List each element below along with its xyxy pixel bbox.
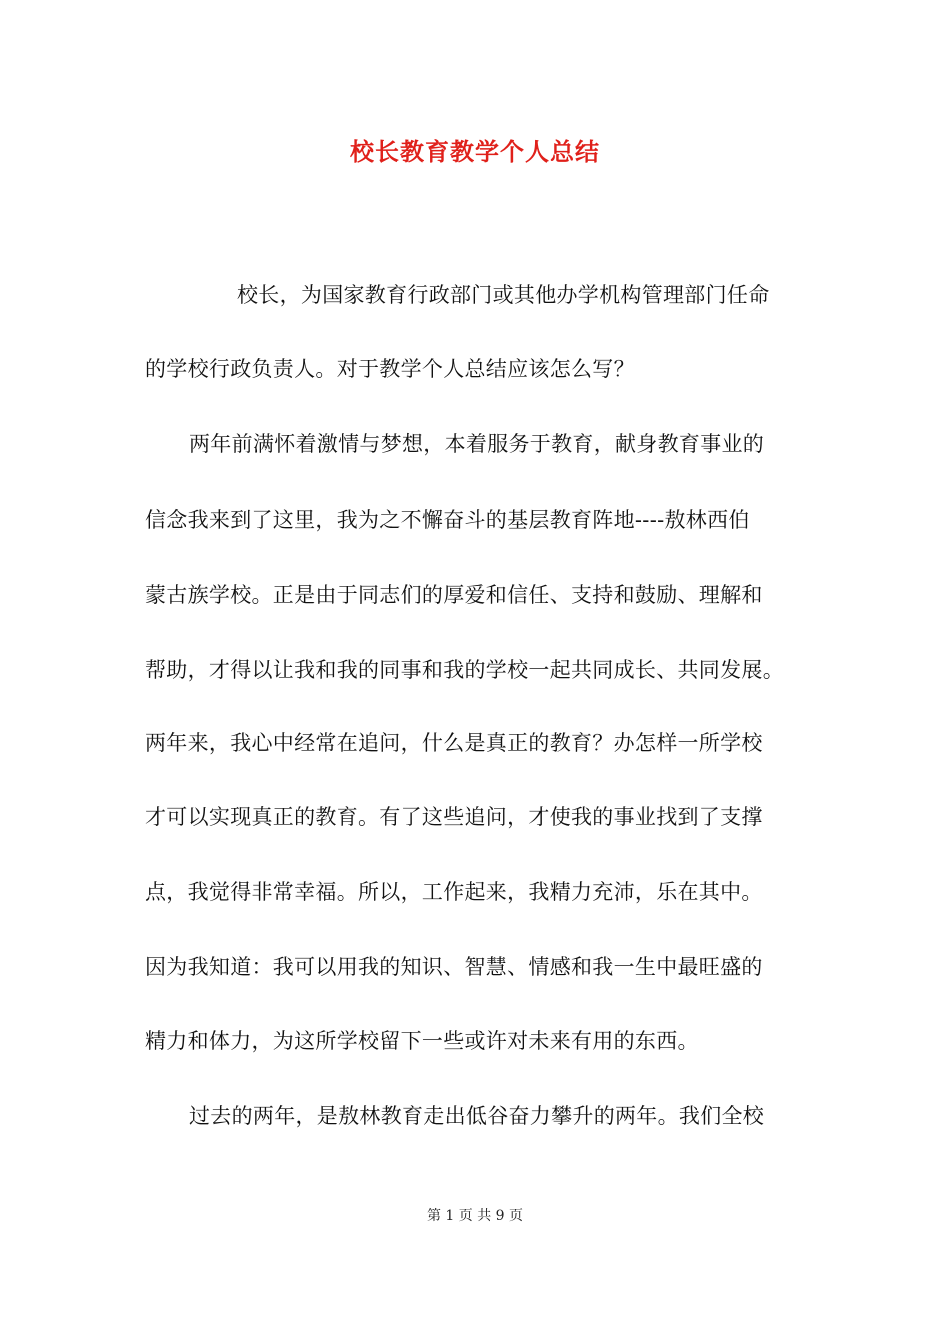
paragraph-line: 的学校行政负责人。对于教学个人总结应该怎么写？ bbox=[145, 357, 635, 381]
paragraph-line: 蒙古族学校。正是由于同志们的厚爱和信任、支持和鼓励、理解和 bbox=[145, 583, 763, 607]
paragraph-line: 校长，为国家教育行政部门或其他办学机构管理部门任命 bbox=[237, 283, 770, 307]
paragraph-line: 两年来，我心中经常在追问，什么是真正的教育？办怎样一所学校 bbox=[145, 731, 763, 755]
paragraph-line: 精力和体力，为这所学校留下一些或许对未来有用的东西。 bbox=[145, 1029, 699, 1053]
paragraph-line: 点，我觉得非常幸福。所以，工作起来，我精力充沛，乐在其中。 bbox=[145, 880, 763, 904]
paragraph-line: 两年前满怀着激情与梦想，本着服务于教育，献身教育事业的 bbox=[189, 432, 765, 456]
document-title: 校长教育教学个人总结 bbox=[350, 137, 600, 166]
page-number-footer: 第 1 页 共 9 页 bbox=[426, 1208, 524, 1224]
paragraph-line: 帮助，才得以让我和我的同事和我的学校一起共同成长、共同发展。 bbox=[145, 658, 784, 682]
paragraph-line: 才可以实现真正的教育。有了这些追问，才使我的事业找到了支撑 bbox=[145, 805, 763, 829]
paragraph-line: 因为我知道：我可以用我的知识、智慧、情感和我一生中最旺盛的 bbox=[145, 955, 763, 979]
paragraph-line: 过去的两年，是敖林教育走出低谷奋力攀升的两年。我们全校 bbox=[189, 1104, 765, 1128]
paragraph-line: 信念我来到了这里，我为之不懈奋斗的基层教育阵地----敖林西伯 bbox=[145, 508, 750, 532]
